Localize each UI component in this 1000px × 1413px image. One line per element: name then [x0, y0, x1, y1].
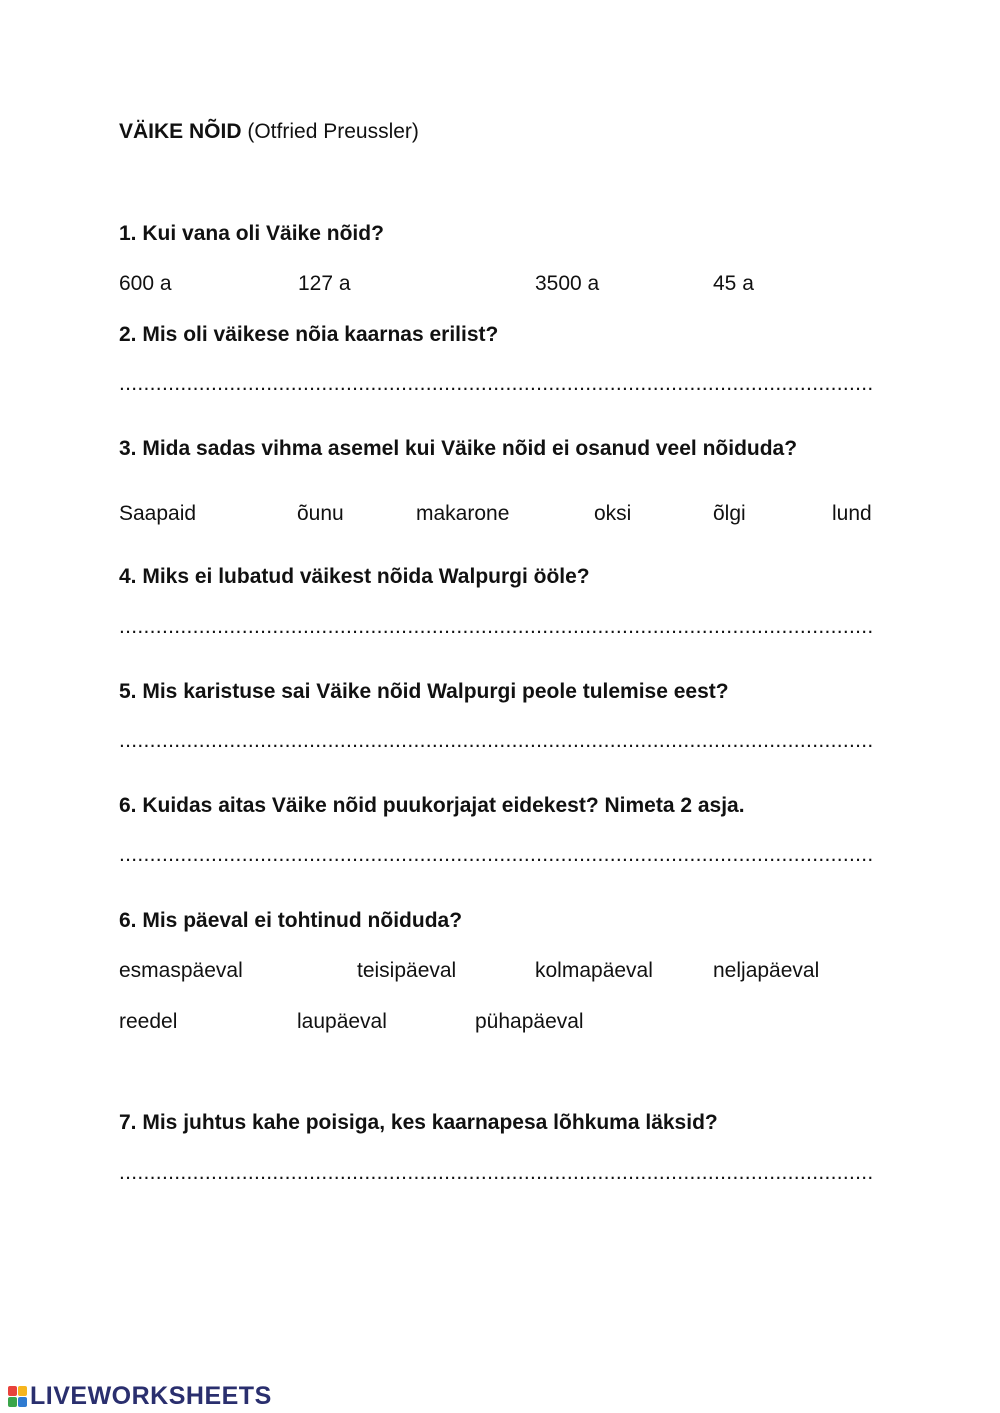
q7-answer-line[interactable]: ...........................................................................................................................: [119, 1161, 874, 1184]
q1-option[interactable]: 600 a: [119, 272, 172, 295]
liveworksheets-logo-icon: [8, 1386, 27, 1407]
q1-option[interactable]: 127 a: [298, 272, 351, 295]
worksheet-title: [119, 120, 419, 144]
day-option[interactable]: neljapäeval: [713, 959, 820, 982]
day-option[interactable]: reedel: [119, 1010, 178, 1033]
day-option[interactable]: esmaspäeval: [119, 959, 243, 982]
q1-option[interactable]: 45 a: [713, 272, 754, 295]
question-2: 2. Mis oli väikese nõia kaarnas erilist?: [119, 323, 499, 346]
q3-option[interactable]: õlgi: [713, 502, 746, 525]
q3-option[interactable]: lund: [832, 502, 872, 525]
question-6-days: 6. Mis päeval ei tohtinud nõiduda?: [119, 909, 463, 932]
question-3: 3. Mida sadas vihma asemel kui Väike nõid ei osanud veel nõiduda?: [119, 437, 798, 460]
q3-option[interactable]: makarone: [416, 502, 510, 525]
question-5: 5. Mis karistuse sai Väike nõid Walpurgi peole tulemise eest?: [119, 680, 729, 703]
q3-option[interactable]: õunu: [297, 502, 344, 525]
day-option[interactable]: teisipäeval: [357, 959, 457, 982]
liveworksheets-logo: [8, 1381, 272, 1411]
day-option[interactable]: kolmapäeval: [535, 959, 653, 982]
q3-option[interactable]: oksi: [594, 502, 632, 525]
day-option[interactable]: pühapäeval: [475, 1010, 584, 1033]
q6-answer-line[interactable]: ...........................................................................................................................: [119, 843, 874, 866]
day-option[interactable]: laupäeval: [297, 1010, 387, 1033]
q3-option[interactable]: Saapaid: [119, 502, 197, 525]
q2-answer-line[interactable]: ...........................................................................................................................: [119, 372, 874, 395]
logo-text: LIVEWORKSHEETS: [30, 1381, 272, 1410]
question-6: 6. Kuidas aitas Väike nõid puukorjajat eidekest? Nimeta 2 asja.: [119, 794, 745, 817]
question-4: 4. Miks ei lubatud väikest nõida Walpurgi ööle?: [119, 565, 590, 588]
q1-option[interactable]: 3500 a: [535, 272, 600, 295]
title-author: (Otfried Preussler): [247, 120, 419, 143]
q5-answer-line[interactable]: ...........................................................................................................................: [119, 729, 874, 752]
question-1: 1. Kui vana oli Väike nõid?: [119, 222, 384, 245]
q4-answer-line[interactable]: ...........................................................................................................................: [119, 615, 874, 638]
question-7: 7. Mis juhtus kahe poisiga, kes kaarnapesa lõhkuma läksid?: [119, 1111, 718, 1134]
title-main: VÄIKE NÕID: [119, 120, 242, 143]
